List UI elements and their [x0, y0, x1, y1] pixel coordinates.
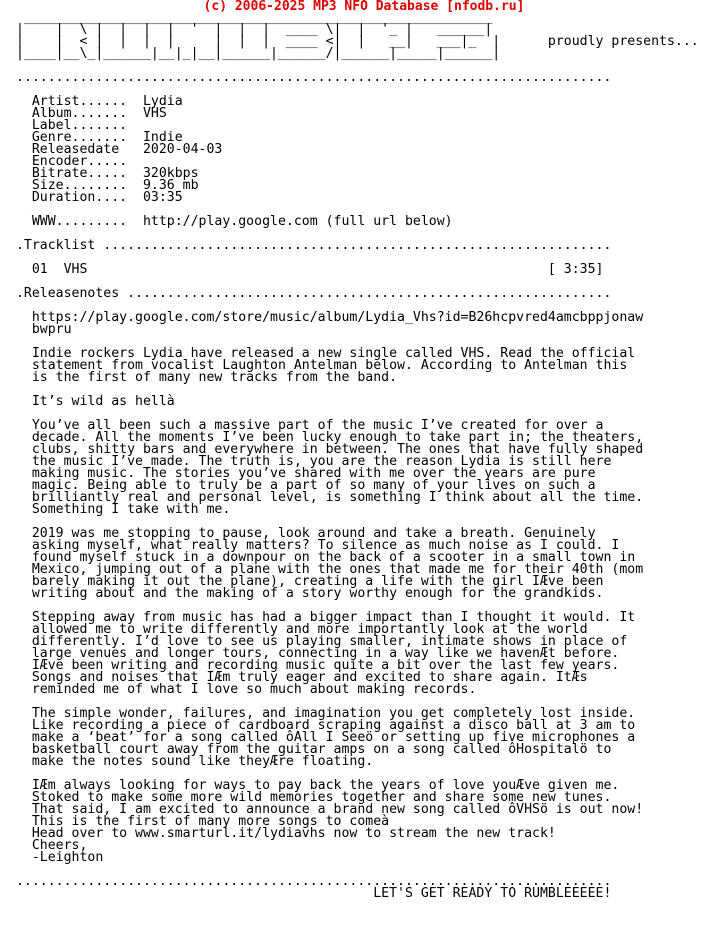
- nfo-line: reminded me of what I love so much about making records.: [8, 682, 477, 697]
- nfo-line: making music. The stories you’ve shared with me over the years are pure: [8, 466, 596, 481]
- nfo-line: This is the first of many more songs to comeà: [8, 814, 390, 829]
- nfo-line: IÆve been writing and recording music quite a bit over the last few years.: [8, 658, 620, 673]
- nfo-line: allowed me to write differently and more importantly look at the world: [8, 622, 588, 637]
- nfo-line: is the first of many new tracks from the band.: [8, 370, 398, 385]
- nfo-line: IÆm always looking for ways to pay back the years of love youÆve given me.: [8, 778, 620, 793]
- nfo-line: make a ‘beat’ for a song called ôAll I Seeö or setting up five microphones a: [8, 730, 636, 745]
- site-header: (c) 2006-2025 MP3 NFO Database [nfodb.ru]: [203, 0, 525, 14]
- nfo-line: | | < | | | | | | | ____ <| | __| ___|_ | proudly presents...: [8, 34, 699, 49]
- nfo-line: Like recording a piece of cardboard scraping against a disco ball at 3 am to: [8, 718, 636, 733]
- nfo-line: Indie rockers Lydia have released a new single called VHS. Read the official: [8, 346, 636, 361]
- nfo-line: magic. Being able to truly be a part of so many of your lives on such a: [8, 478, 596, 493]
- nfo-line: decade. All the moments I’ve been lucky enough to take part in; the theaters,: [8, 430, 644, 445]
- nfo-line: 2019 was me stopping to pause, look around and take a breath. Genuinely: [8, 526, 596, 541]
- nfo-line: Size........ 9.36 mb: [8, 178, 199, 193]
- nfo-line: make the notes sound like theyÆre floating.: [8, 754, 374, 769]
- nfo-line: You’ve all been such a massive part of the music I’ve created for over a: [8, 418, 604, 433]
- nfo-line: clubs, shitty bars and everywhere in between. The ones that have fully shaped: [8, 442, 644, 457]
- nfo-line: Artist...... Lydia: [8, 94, 183, 109]
- nfo-line: ___________________________________________________________: [8, 10, 493, 25]
- nfo-line: writing about and the making of a story worthy enough for the grandkids.: [8, 586, 604, 601]
- nfo-line: LET'S GET READY TO RUMBLEEEEE!: [8, 886, 612, 901]
- nfo-line: ...........................................................................: [8, 70, 612, 85]
- nfo-line: Bitrate..... 320kbps: [8, 166, 199, 181]
- nfo-line: The simple wonder, failures, and imagination you get completely lost inside.: [8, 706, 636, 721]
- nfo-line: 01 VHS [ 3:35]: [8, 262, 604, 277]
- nfo-line: Mexico, jumping out of a plane with the ones that made me for their 40th (mom: [8, 562, 644, 577]
- nfo-line: asking myself, what really matters? To silence as much noise as I could. I: [8, 538, 620, 553]
- nfo-document: [8, 12, 699, 900]
- nfo-line: bwpru: [8, 322, 72, 337]
- nfo-line: Something I take with me.: [8, 502, 231, 517]
- nfo-line: Head over to www.smarturl.it/lydiavhs now to stream the new track!: [8, 826, 556, 841]
- nfo-line: Releasedate 2020-04-03: [8, 142, 223, 157]
- nfo-line: Label.......: [8, 118, 128, 133]
- nfo-line: Cheers,: [8, 838, 88, 853]
- nfo-line: .Releasenotes .............................................................: [8, 286, 612, 301]
- nfo-line: Songs and noises that IÆm truly eager and excited to share again. ItÆs: [8, 670, 588, 685]
- nfo-line: Encoder.....: [8, 154, 128, 169]
- nfo-line: https://play.google.com/store/music/album/Lydia_Vhs?id=B26hcpvred4amcbppjonaw: [8, 310, 644, 325]
- nfo-line: | | \ | | | | ' | | | ____ \| | '_ | ______|: [8, 22, 493, 37]
- nfo-line: barely making it out the plane), creating a life with the girl IÆve been: [8, 574, 604, 589]
- nfo-line: Genre....... Indie: [8, 130, 183, 145]
- nfo-line: WWW......... http://play.google.com (full url below): [8, 214, 453, 229]
- nfo-line: It’s wild as hellà: [8, 394, 175, 409]
- nfo-line: |____|__\_|______|__|_|__|______|______/|______|_____|______|: [8, 46, 501, 61]
- nfo-line: brilliantly real and personal level, is something I think about all the time.: [8, 490, 644, 505]
- nfo-line: statement from vocalist Laughton Antelman below. According to Antelman this: [8, 358, 628, 373]
- nfo-line: Duration.... 03:35: [8, 190, 183, 205]
- nfo-line: .Tracklist ................................................................: [8, 238, 612, 253]
- nfo-line: basketball court away from the guitar amps on a song called ôHospitalö to: [8, 742, 612, 757]
- nfo-line: large venues and longer tours, connecting in a way like we havenÆt before.: [8, 646, 620, 661]
- nfo-line: Stepping away from music has had a bigger impact than I thought it would. It: [8, 610, 636, 625]
- nfo-line: the music I’ve made. The truth is, you are the reason Lydia is still here: [8, 454, 612, 469]
- nfo-line: ...........................................................................: [8, 874, 612, 889]
- nfo-line: That said, I am excited to announce a brand new song called ôVHSö is out now!: [8, 802, 644, 817]
- nfo-line: differently. I’d love to see us playing smaller, intimate shows in place of: [8, 634, 628, 649]
- nfo-line: Stoked to make some more wild memories together and share some new tunes.: [8, 790, 612, 805]
- nfo-line: found myself stuck in a downpour on the back of a scooter in a small town in: [8, 550, 636, 565]
- nfo-line: Album....... VHS: [8, 106, 167, 121]
- nfo-line: -Leighton: [8, 850, 104, 865]
